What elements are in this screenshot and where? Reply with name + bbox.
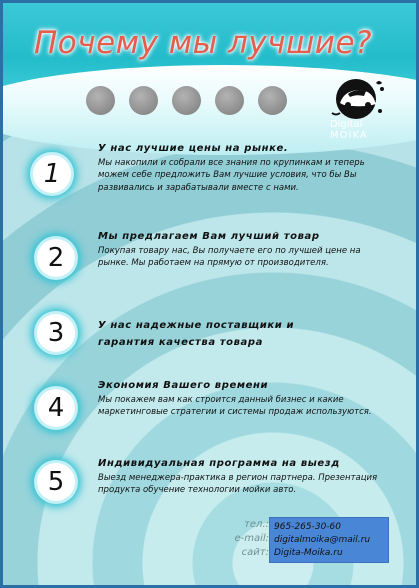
number-badge-5: 5 (37, 463, 75, 501)
email-value[interactable]: digitalmoika@mail.ru (274, 535, 371, 545)
number-badge-2: 2 (37, 239, 75, 277)
item-text: Мы накопили и собрали все знания по крупинкам и теперь можем себе предложить Вам лучшие условия, что бы Вы развивались и зарабатывали вместе с нами. (98, 158, 365, 193)
decorative-dot (258, 86, 287, 115)
list-item (98, 317, 353, 351)
item-text: Выезд менеджера-практика в регион партнера. Презентация продукта обучение технологии мойки авто. (98, 473, 378, 496)
decorative-dots (86, 86, 287, 116)
digital-moika-logo (326, 77, 394, 149)
logo-text-digital: Digital (330, 119, 363, 130)
contact-labels (225, 518, 269, 560)
item-title: Экономия Вашего времени (98, 380, 269, 391)
decorative-dot (129, 86, 158, 115)
phone-value: 965-265-30-60 (274, 522, 342, 532)
email-label: e-mail: (234, 533, 269, 544)
car-logo-icon (326, 77, 390, 121)
number-badge-3: 3 (37, 314, 75, 352)
site-value[interactable]: Digita-Moika.ru (274, 548, 343, 558)
decorative-dot (172, 86, 201, 115)
list-item (98, 141, 383, 194)
number-badge-4: 4 (37, 389, 75, 427)
decorative-dot (86, 86, 115, 115)
contact-box (269, 517, 389, 563)
item-title: У нас лучшие цены на рынке. (98, 143, 289, 154)
item-title: Мы предлагаем Вам лучший товар (98, 231, 320, 242)
item-text: Мы покажем вам как строится данный бизнес и какие маркетинговые стратегии и системы продаж используются. (98, 395, 372, 418)
decorative-dot (215, 86, 244, 115)
number-badge-1: 1 (33, 155, 71, 193)
site-label: сайт: (241, 547, 269, 558)
flyer-page (3, 3, 416, 585)
item-title: Индивидуальная программа на выезд (98, 458, 340, 469)
item-text: Покупая товару нас, Вы получаете его по лучшей цене на рынке. Мы работаем на прямую от производителя. (98, 246, 361, 269)
list-item (98, 378, 383, 419)
list-item (98, 456, 383, 497)
list-item (98, 229, 383, 270)
item-title: У нас надежные поставщики и гарантия качества товара (98, 320, 295, 348)
page-title: Почему мы лучшие? (34, 25, 372, 61)
phone-label: тел.: (244, 519, 269, 530)
logo-text-moika: MOIKA (330, 130, 368, 141)
